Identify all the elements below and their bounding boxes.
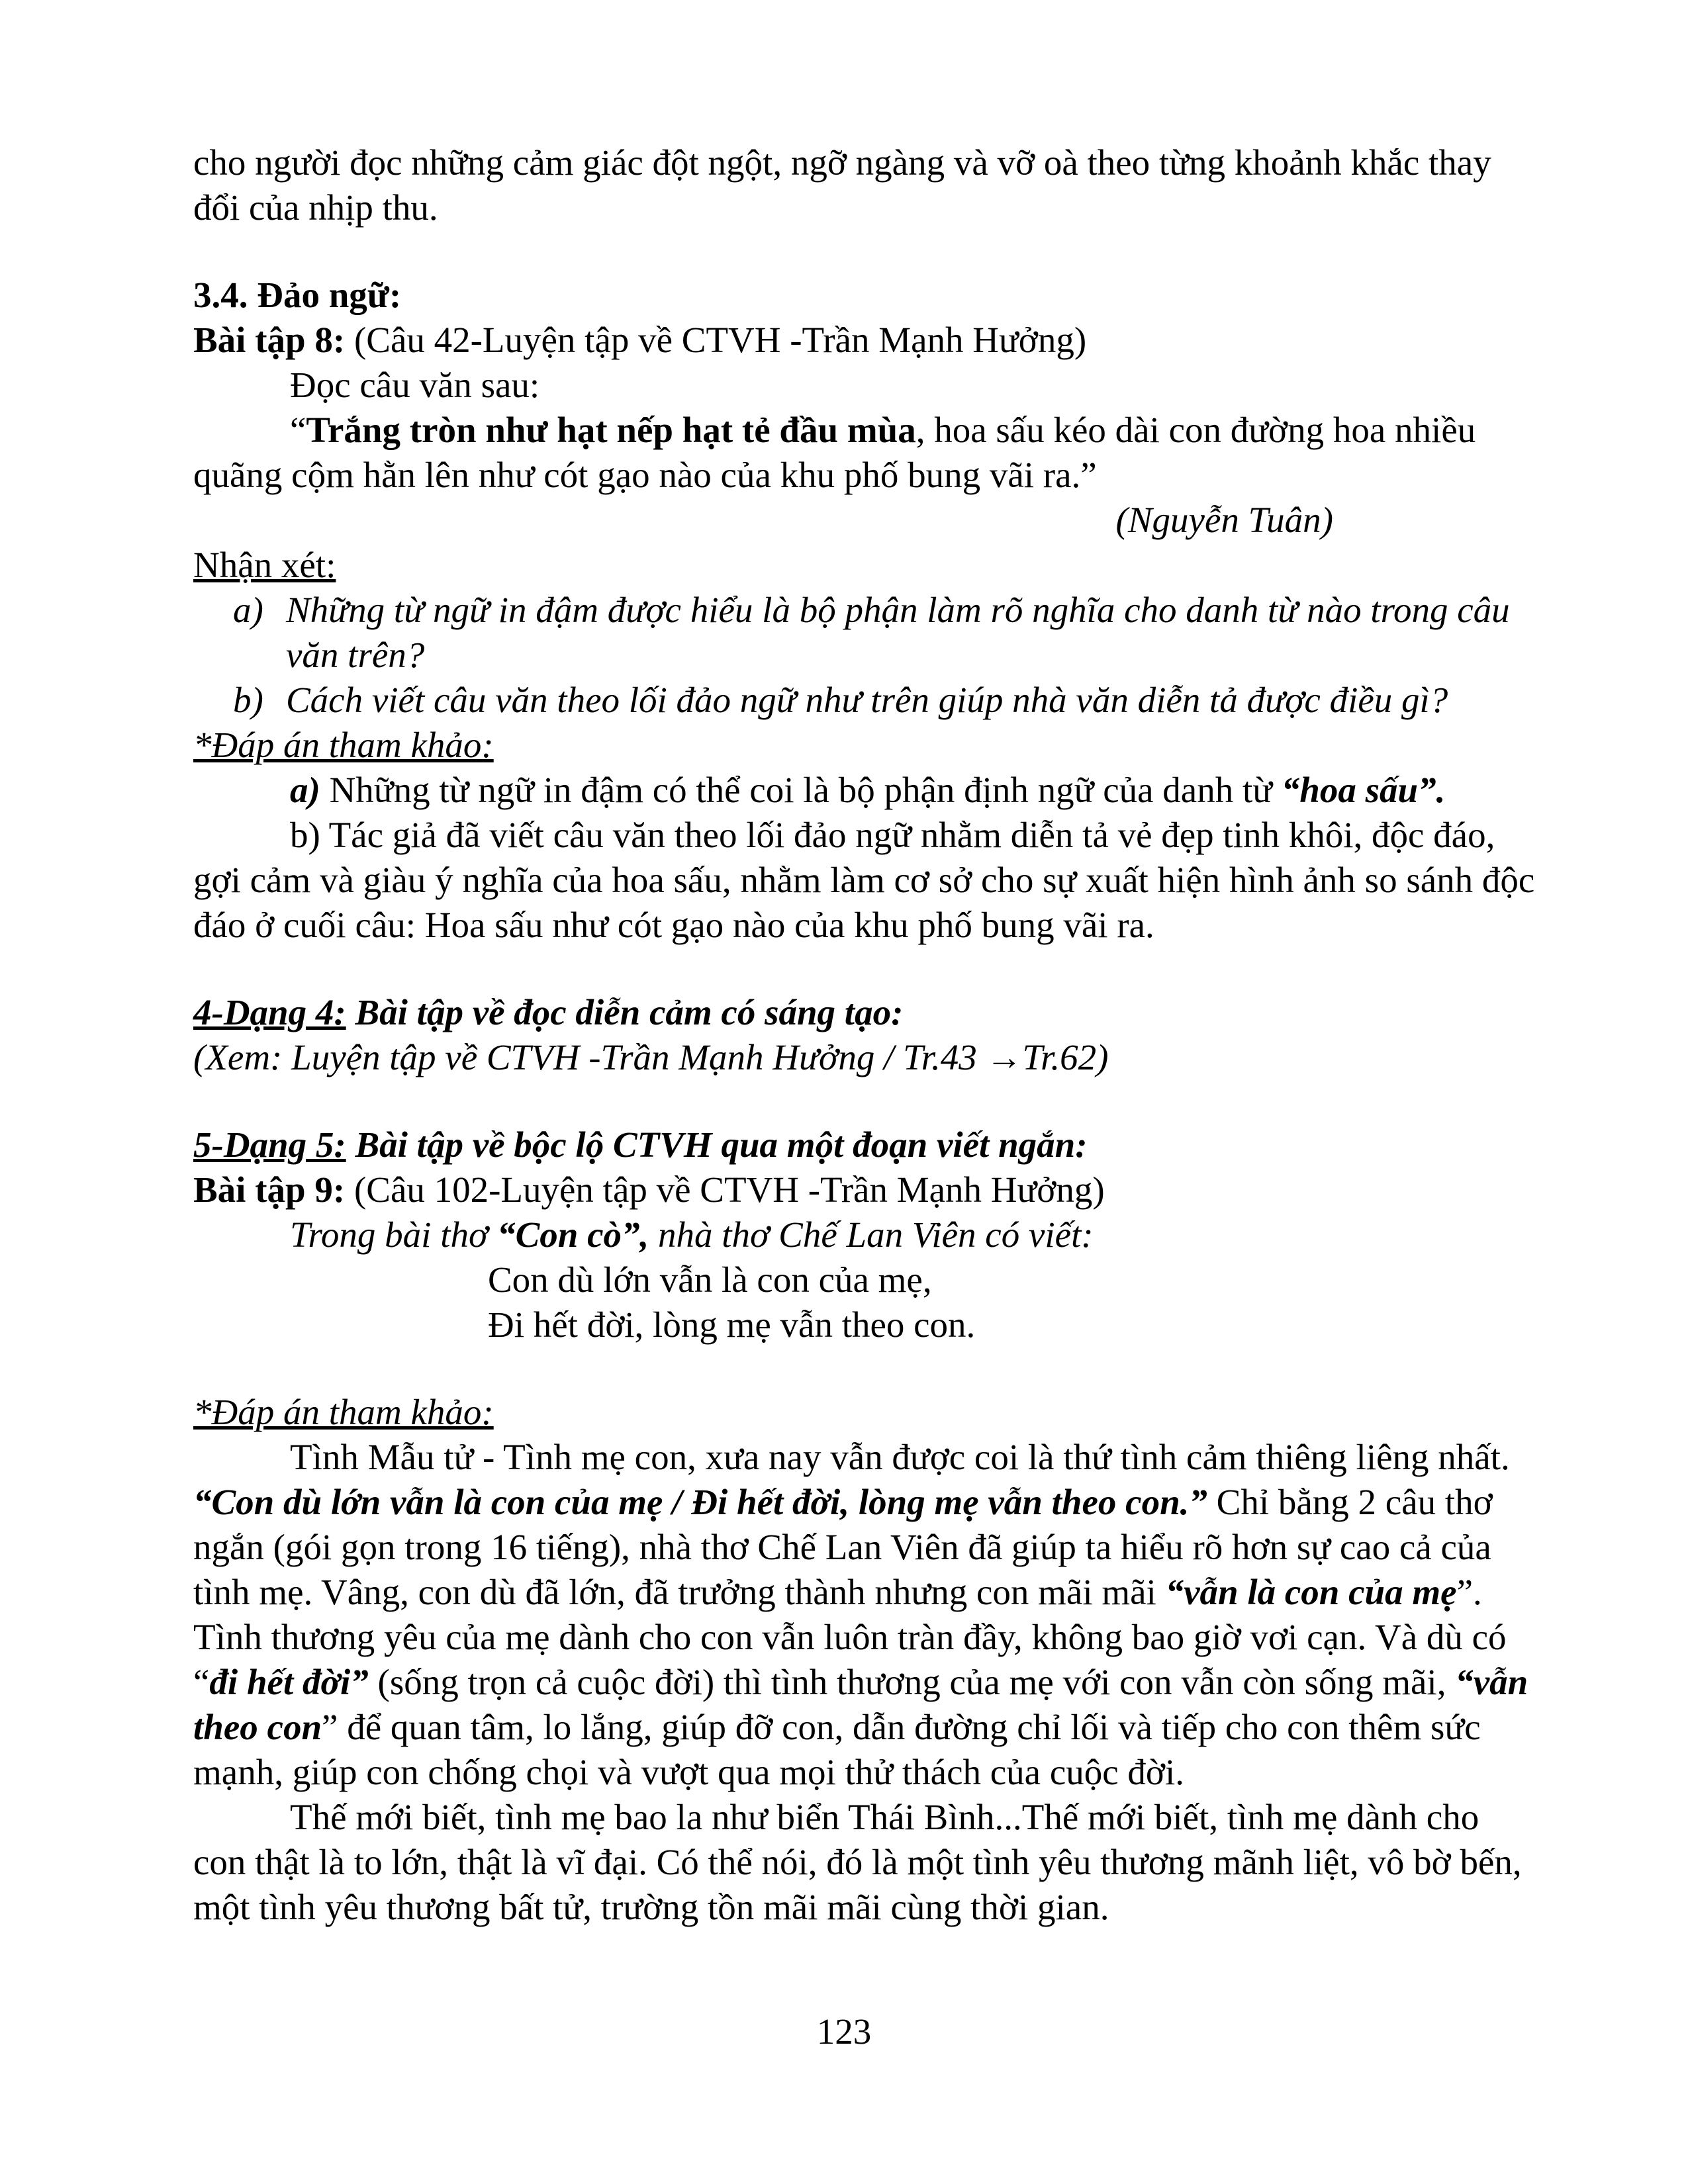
quote-bold-phrase: Trắng tròn như hạt nếp hạt tẻ đầu mùa — [306, 410, 916, 450]
poem-line: Con dù lớn vẫn là con của mẹ, — [488, 1259, 932, 1300]
page-number: 123 — [816, 2011, 872, 2052]
question-item: a) Những từ ngữ in đậm được hiểu là bộ phận làm rõ nghĩa cho danh từ nào trong câu văn trên? — [233, 590, 1510, 675]
section-4-reference: (Xem: Luyện tập về CTVH -Trần Mạnh Hưởng / Tr.43 →Tr.62) — [193, 1037, 1109, 1077]
answer-paragraph-1: Tình Mẫu tử - Tình mẹ con, xưa nay vẫn được coi là thứ tình cảm thiêng liêng nhất. “Con dù lớn vẫn là con của mẹ / Đi hết đời, lòng mẹ vẫn theo con.” Chỉ bằng 2 câu thơ ngắn (gói gọn trong 16 tiếng), nhà thơ Chế Lan Viên đã giúp ta hiểu rõ hơn sự cao cả của tình mẹ. Vâng, con dù đã lớn, đã trưởng thành nhưng con mãi mãi “vẫn là con của mẹ”. Tình thương yêu của mẹ dành cho con vẫn luôn tràn đầy, không bao giờ vơi cạn. Và dù có “đi hết đời” (sống trọn cả cuộc đời) thì tình thương của mẹ với con vẫn còn sống mãi, “vẫn theo con” để quan tâm, lo lắng, giúp đỡ con, dẫn đường chỉ lối và tiếp cho con thêm sức mạnh, giúp con chống chọi và vượt qua mọi thử thách của cuộc đời. — [193, 1437, 1528, 1792]
section-5-heading — [193, 1122, 1537, 1167]
section-3-4-heading: 3.4. Đảo ngữ: — [193, 275, 402, 315]
exercise-9-label: Bài tập 9: — [193, 1169, 346, 1210]
exercise-8-source: (Câu 42-Luyện tập về CTVH -Trần Mạnh Hưởng) — [345, 320, 1087, 360]
exercise-8-label: Bài tập 8: — [193, 320, 346, 360]
section-5-label: 5-Dạng 5: — [193, 1124, 346, 1165]
remark-label: Nhận xét: — [193, 545, 336, 585]
exercise-8-line — [193, 318, 1537, 363]
answer-b: b) Tác giả đã viết câu văn theo lối đảo ngữ nhằm diễn tả vẻ đẹp tinh khôi, độc đáo, gợi cảm và giàu ý nghĩa của hoa sấu, nhằm làm cơ sở cho sự xuất hiện hình ảnh so sánh độc đáo ở cuối câu: Hoa sấu như cót gạo nào của khu phố bung vãi ra. — [193, 815, 1535, 945]
quote-author: (Nguyễn Tuân) — [1115, 500, 1333, 540]
arrow-icon: → — [986, 1037, 1023, 1077]
document-page — [193, 140, 1537, 1930]
answer-label: *Đáp án tham khảo: — [193, 725, 494, 765]
question-list — [193, 588, 1537, 723]
intro-paragraph: cho người đọc những cảm giác đột ngột, ngỡ ngàng và vỡ oà theo từng khoảnh khắc thay đổi của nhịp thu. — [193, 142, 1491, 228]
section-4-title: Bài tập về đọc diễn cảm có sáng tạo: — [346, 992, 904, 1032]
answer-a-emphasis: “hoa sấu”. — [1281, 770, 1446, 810]
section-5-title: Bài tập về bộc lộ CTVH qua một đoạn viết ngắn: — [346, 1124, 1088, 1165]
exercise-9-source: (Câu 102-Luyện tập về CTVH -Trần Mạnh Hưởng) — [345, 1169, 1105, 1210]
answer-a: a) Những từ ngữ in đậm có thể coi là bộ phận định ngữ của danh từ “hoa sấu”. — [290, 770, 1446, 810]
section-4-label: 4-Dạng 4: — [193, 992, 346, 1032]
exercise-8-instruction: Đọc câu văn sau: — [290, 365, 540, 405]
exercise-9-line — [193, 1167, 1537, 1212]
section-4-heading — [193, 990, 1537, 1035]
question-item: b) Cách viết câu văn theo lối đảo ngữ như trên giúp nhà văn diễn tả được điều gì? — [233, 680, 1448, 720]
answer-paragraph-2: Thế mới biết, tình mẹ bao la như biển Thái Bình...Thế mới biết, tình mẹ dành cho con thật là to lớn, thật là vĩ đại. Có thể nói, đó là một tình yêu thương mãnh liệt, vô bờ bến, một tình yêu thương bất tử, trường tồn mãi mãi cùng thời gian. — [193, 1797, 1522, 1927]
poem-line: Đi hết đời, lòng mẹ vẫn theo con. — [488, 1304, 976, 1345]
exercise-9-intro: Trong bài thơ “Con cò”, nhà thơ Chế Lan Viên có viết: — [290, 1214, 1094, 1255]
poem-title: “Con cò”, — [497, 1214, 649, 1255]
poem-block — [193, 1257, 1537, 1347]
answer-label-2: *Đáp án tham khảo: — [193, 1392, 494, 1432]
exercise-8-quote: “Trắng tròn như hạt nếp hạt tẻ đầu mùa, hoa sấu kéo dài con đường hoa nhiều quãng cộm hằn lên như cót gạo nào của khu phố bung vãi ra.” — [193, 410, 1476, 495]
